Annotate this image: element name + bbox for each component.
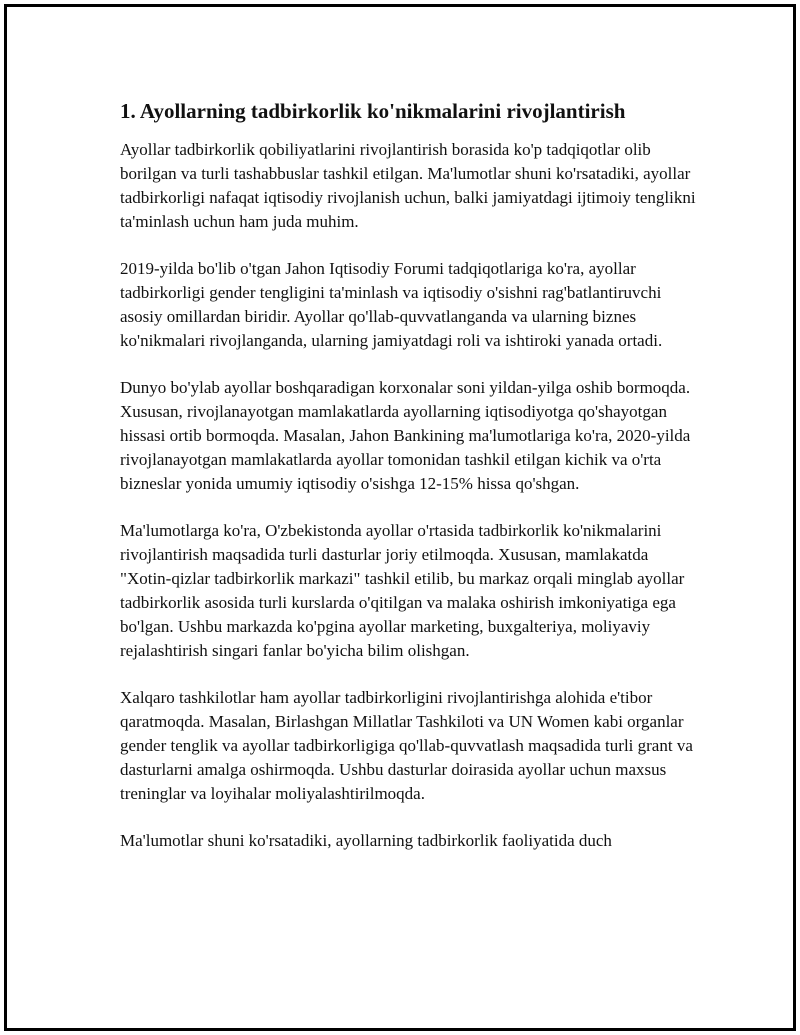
document-body bbox=[120, 97, 700, 876]
paragraph-1: Ayollar tadbirkorlik qobiliyatlarini rivojlantirish borasida ko'p tadqiqotlar olib borilgan va turli tashabbuslar tashkil etilgan. Ma'lumotlar shuni ko'rsatadiki, ayollar tadbirkorligi nafaqat iqtisodiy rivojlanish uchun, balki jamiyatdagi ijtimoiy tenglikni ta'minlash uchun ham juda muhim. bbox=[120, 140, 696, 231]
paragraph-3: Dunyo bo'ylab ayollar boshqaradigan korxonalar soni yildan-yilga oshib bormoqda. Xususan, rivojlanayotgan mamlakatlarda ayollarning iqtisodiyotga qo'shayotgan hissasi ortib bormoqda. Masalan, Jahon Bankining ma'lumotlariga ko'ra, 2020-yilda rivojlanayotgan mamlakatlarda ayollar tomonidan tashkil etilgan kichik va o'rta bizneslar yonida umumiy iqtisodiy o'sishga 12-15% hissa qo'shgan. bbox=[120, 378, 691, 493]
paragraph-6: Ma'lumotlar shuni ko'rsatadiki, ayollarning tadbirkorlik faoliyatida duch bbox=[120, 831, 612, 850]
page-frame bbox=[4, 4, 796, 1031]
paragraph-2: 2019-yilda bo'lib o'tgan Jahon Iqtisodiy Forumi tadqiqotlariga ko'ra, ayollar tadbirkorligi gender tengligini ta'minlash va iqtisodiy o'sishni rag'batlantiruvchi asosiy omillardan biridir. Ayollar qo'llab-quvvatlanganda va ularning biznes ko'nikmalari rivojlanganda, ularning jamiyatdagi roli va ishtiroki yanada ortadi. bbox=[120, 259, 663, 350]
section-heading: 1. Ayollarning tadbirkorlik ko'nikmalarini rivojlantirish bbox=[120, 99, 626, 123]
paragraph-5: Xalqaro tashkilotlar ham ayollar tadbirkorligini rivojlantirishga alohida e'tibor qaratmoqda. Masalan, Birlashgan Millatlar Tashkiloti va UN Women kabi organlar gender tenglik va ayollar tadbirkorligiga qo'llab-quvvatlash maqsadida turli grant va dasturlarni amalga oshirmoqda. Ushbu dasturlar doirasida ayollar uchun maxsus treninglar va loyihalar moliyalashtirilmoqda. bbox=[120, 688, 693, 803]
paragraph-4: Ma'lumotlarga ko'ra, O'zbekistonda ayollar o'rtasida tadbirkorlik ko'nikmalarini rivojlantirish maqsadida turli dasturlar joriy etilmoqda. Xususan, mamlakatda "Xotin-qizlar tadbirkorlik markazi" tashkil etilib, bu markaz orqali minglab ayollar tadbirkorlik asosida turli kurslarda o'qitilgan va malaka oshirish imkoniyatiga ega bo'lgan. Ushbu markazda ko'pgina ayollar marketing, buxgalteriya, moliyaviy rejalashtirish singari fanlar bo'yicha bilim olishgan. bbox=[120, 521, 685, 660]
